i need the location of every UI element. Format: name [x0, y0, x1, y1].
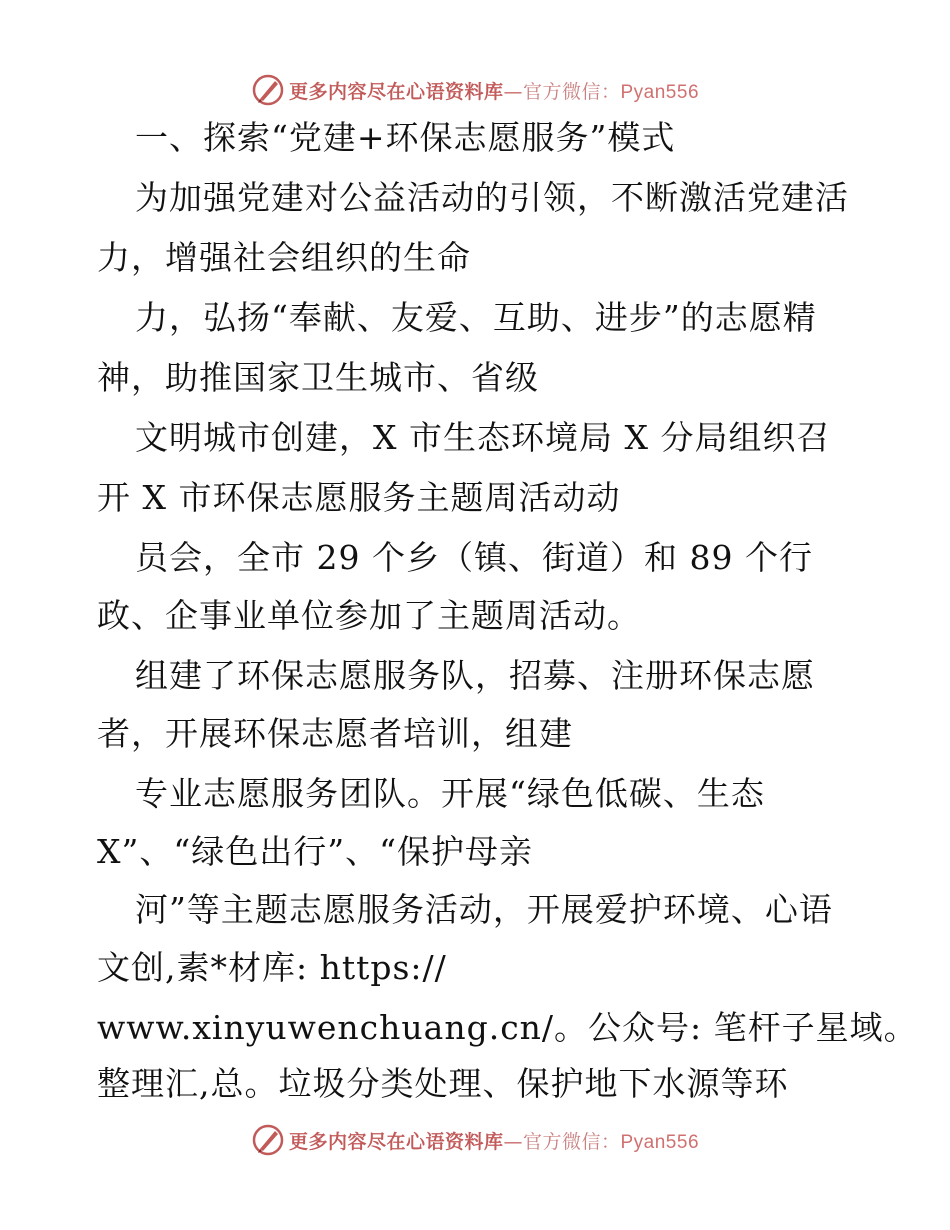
footer-watermark: [0, 1120, 950, 1160]
text-line: 政、企事业单位参加了主题周活动。: [97, 596, 641, 635]
text-line: 河”等主题志愿服务活动，开展爱护环境、心语: [135, 890, 833, 929]
text-line: www.xinyuwenchuang.cn/。公众号: 笔杆子星域。: [97, 1008, 918, 1047]
text-line: 专业志愿服务团队。开展“绿色低碳、生态: [135, 774, 765, 813]
watermark-wechat-label: 官方微信：: [522, 80, 621, 103]
watermark-separator: —: [503, 1130, 523, 1153]
text-line: 一、探索“党建+环保志愿服务”模式: [135, 118, 676, 157]
text-line: 整理汇,总。垃圾分类处理、保护地下水源等环: [97, 1064, 789, 1103]
text-line: X”、“绿色出行”、“保护母亲: [97, 832, 533, 871]
watermark-brand: 更多内容尽在心语资料库: [288, 1130, 504, 1153]
text-line: 文创,素*材库: https://: [97, 948, 447, 987]
header-watermark: [0, 70, 950, 110]
text-line: 神，助推国家卫生城市、省级: [97, 358, 539, 397]
text-line: 为加强党建对公益活动的引领，不断激活党建活: [135, 178, 849, 217]
watermark-text: [289, 1127, 699, 1154]
text-line: 力，增强社会组织的生命: [97, 238, 471, 277]
watermark-wechat-label: 官方微信：: [522, 1130, 621, 1153]
watermark-separator: —: [503, 80, 523, 103]
text-line: 组建了环保志愿服务队，招募、注册环保志愿: [135, 656, 815, 695]
watermark-text: [289, 77, 699, 104]
quill-pen-logo-icon: [251, 73, 285, 107]
watermark-wechat-id: Pyan556: [620, 1131, 700, 1153]
watermark-brand: 更多内容尽在心语资料库: [288, 80, 504, 103]
quill-pen-logo-icon: [251, 1123, 285, 1157]
watermark-wechat-id: Pyan556: [620, 81, 700, 103]
text-line: 者，开展环保志愿者培训，组建: [97, 714, 573, 753]
text-line: 力，弘扬“奉献、友爱、互助、进步”的志愿精: [135, 298, 817, 337]
text-line: 员会，全市 29 个乡（镇、街道）和 89 个行: [135, 538, 813, 577]
text-line: 开 X 市环保志愿服务主题周活动动: [97, 478, 621, 517]
text-line: 文明城市创建，X 市生态环境局 X 分局组织召: [135, 418, 831, 457]
